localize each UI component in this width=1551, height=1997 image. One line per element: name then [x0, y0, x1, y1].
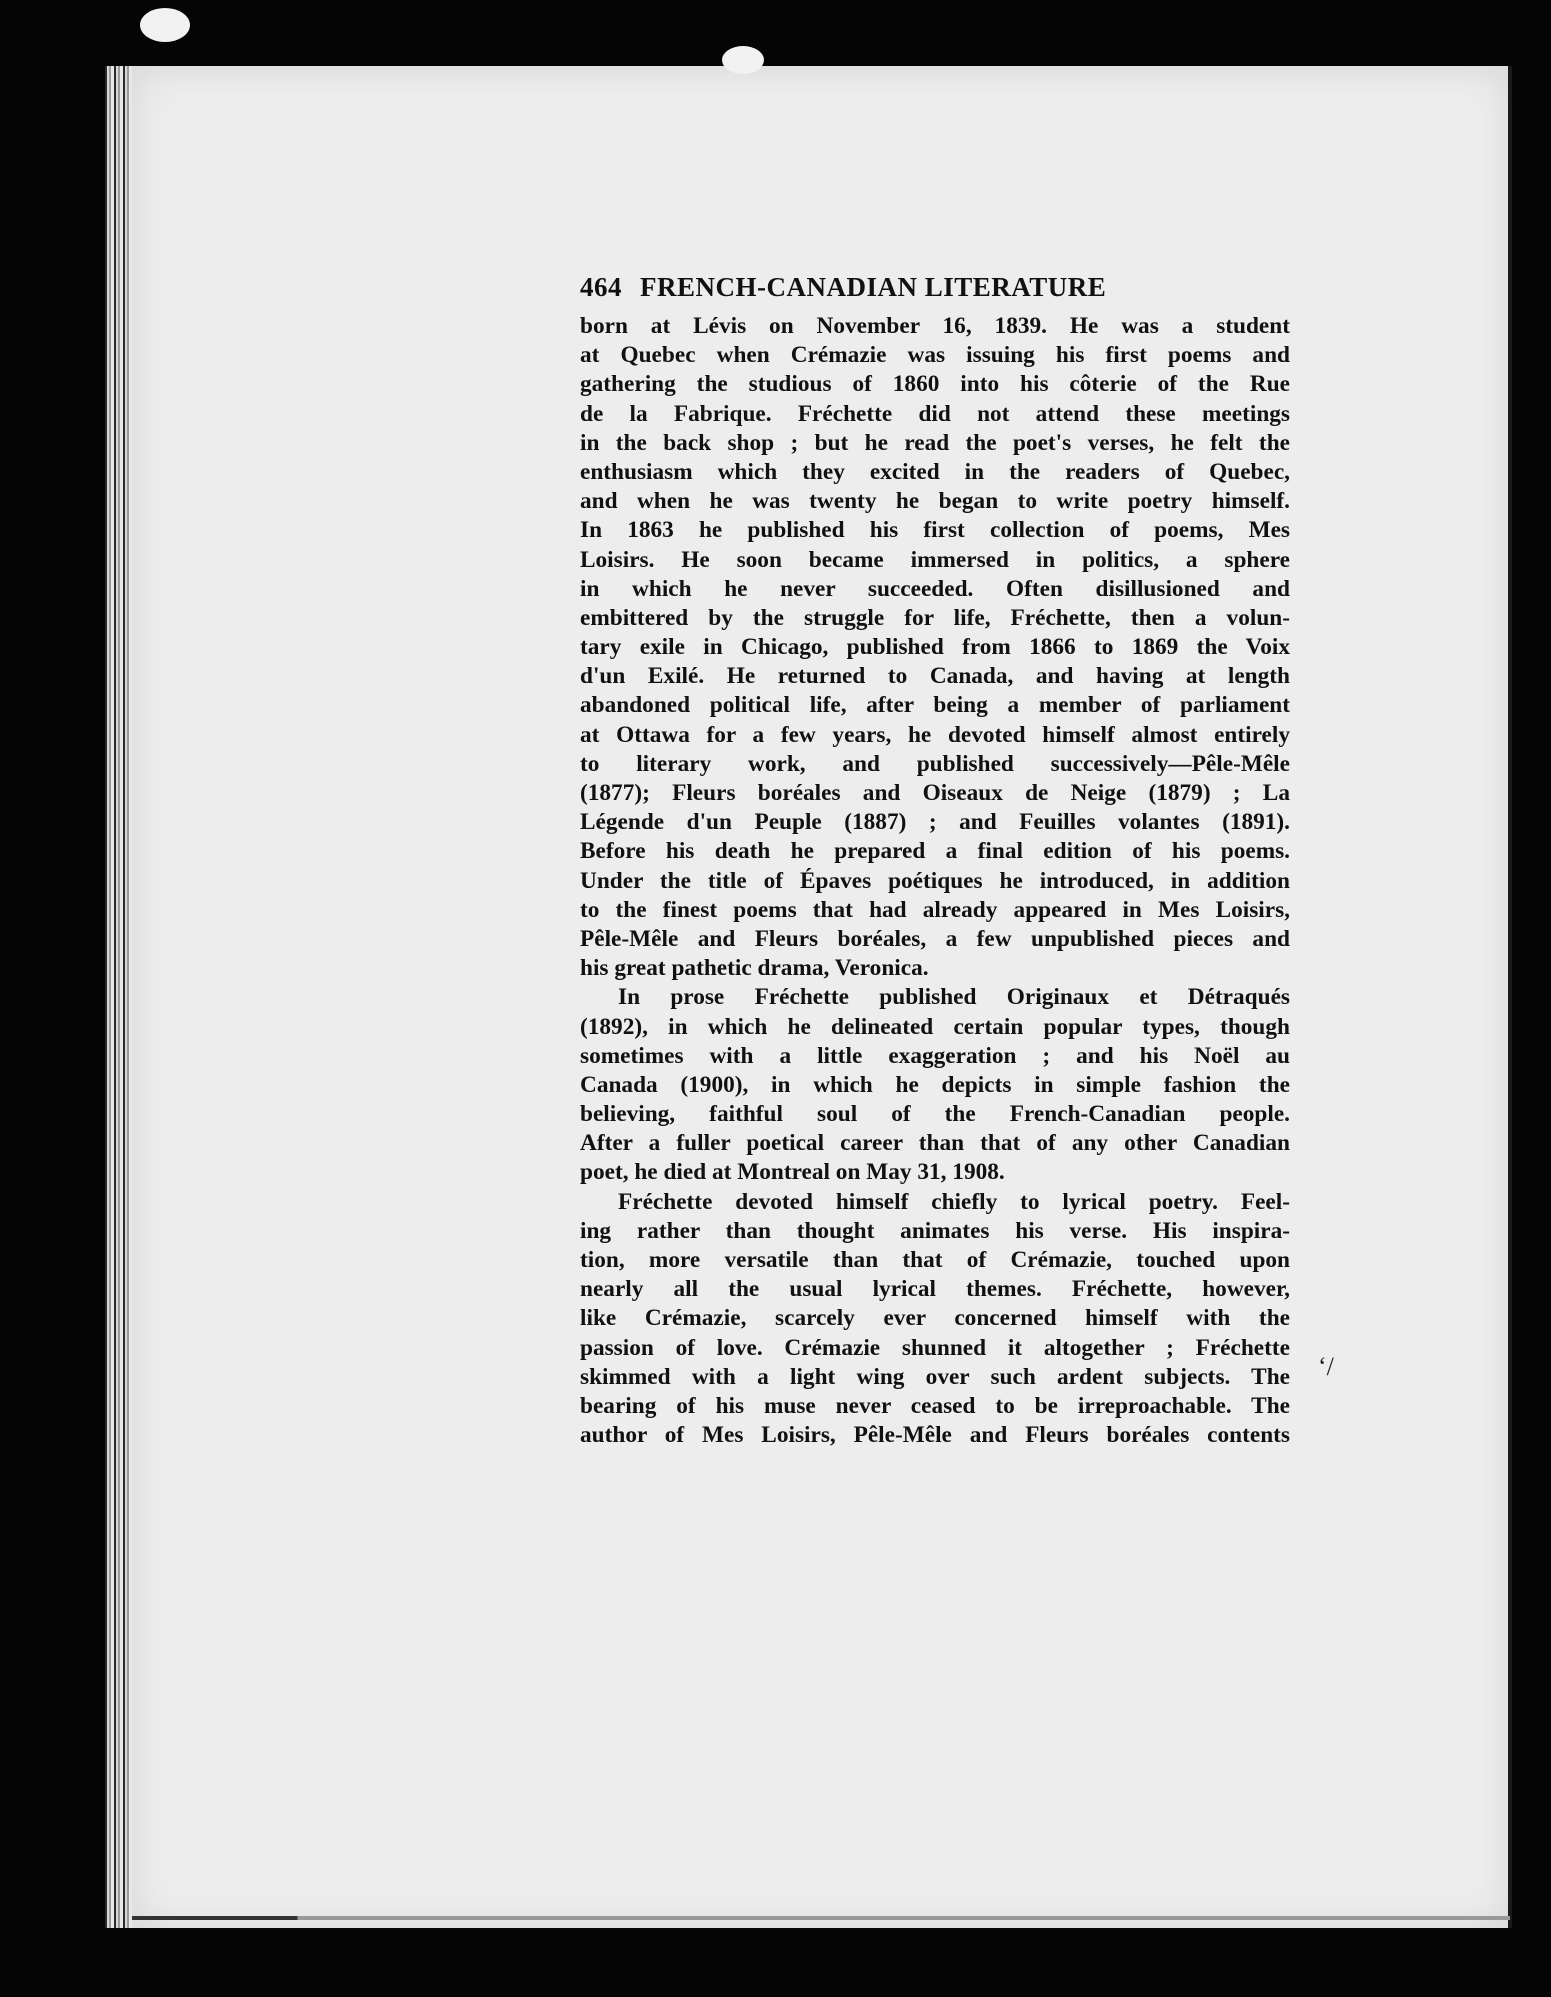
text-line: de la Fabrique. Fréchette did not attend these meetings	[580, 400, 1290, 427]
margin-mark: ‘/	[1318, 1352, 1334, 1381]
text-line: to literary work, and published successively—Pêle-Mêle	[580, 750, 1290, 777]
text-line: In 1863 he published his first collection of poems, Mes	[580, 517, 1290, 544]
text-line: In prose Fréchette published Originaux et Détraqués	[618, 984, 1290, 1011]
text-line: tary exile in Chicago, published from 1866 to 1869 the Voix	[580, 634, 1290, 661]
text-line: at Quebec when Crémazie was issuing his first poems and	[580, 342, 1290, 369]
text-line: to the finest poems that had already appeared in Mes Loisirs,	[580, 896, 1290, 923]
text-line: d'un Exilé. He returned to Canada, and having at length	[580, 663, 1290, 690]
page-content	[580, 272, 1290, 1450]
page-number: 464	[580, 272, 622, 302]
text-line: embittered by the struggle for life, Fréchette, then a volun-	[580, 604, 1290, 631]
text-line: born at Lévis on November 16, 1839. He was a student	[580, 313, 1290, 339]
text-line: believing, faithful soul of the French-Canadian people.	[580, 1101, 1290, 1128]
text-line: Légende d'un Peuple (1887) ; and Feuilles volantes (1891).	[580, 809, 1290, 836]
text-line: (1877); Fleurs boréales and Oiseaux de Neige (1879) ; La	[580, 780, 1290, 806]
text-line: Under the title of Épaves poétiques he introduced, in addition	[580, 867, 1290, 894]
text-line: After a fuller poetical career than that of any other Canadian	[580, 1130, 1290, 1157]
text-line: Loisirs. He soon became immersed in politics, a sphere	[580, 546, 1290, 573]
scan-speck	[140, 8, 190, 42]
text-line: Fréchette devoted himself chiefly to lyrical poetry. Feel-	[618, 1188, 1290, 1215]
text-line: nearly all the usual lyrical themes. Fréchette, however,	[580, 1276, 1290, 1303]
text-line: tion, more versatile than that of Crémazie, touched upon	[580, 1247, 1290, 1273]
text-line: like Crémazie, scarcely ever concerned himself with the	[580, 1305, 1290, 1332]
text-line: enthusiasm which they excited in the readers of Quebec,	[580, 458, 1290, 485]
page-right-edge	[1508, 66, 1512, 1928]
page-bottom-edge	[132, 1916, 1510, 1920]
text-line: poet, he died at Montreal on May 31, 1908.	[580, 1159, 1005, 1186]
text-line: (1892), in which he delineated certain popular types, though	[580, 1013, 1290, 1040]
text-line: in the back shop ; but he read the poet's verses, he felt the	[580, 429, 1290, 456]
scan-speck	[722, 46, 764, 74]
text-line: author of Mes Loisirs, Pêle-Mêle and Fleurs boréales contents	[580, 1422, 1290, 1449]
text-line: abandoned political life, after being a member of parliament	[580, 692, 1290, 719]
text-line: ing rather than thought animates his verse. His inspira-	[580, 1217, 1290, 1244]
text-line: in which he never succeeded. Often disillusioned and	[580, 575, 1290, 602]
text-line: sometimes with a little exaggeration ; and his Noël au	[580, 1042, 1290, 1069]
text-line: and when he was twenty he began to write poetry himself.	[580, 488, 1290, 515]
text-line: Canada (1900), in which he depicts in simple fashion the	[580, 1071, 1290, 1098]
text-line: his great pathetic drama, Veronica.	[580, 955, 929, 982]
running-head: FRENCH-CANADIAN LITERATURE	[640, 272, 1107, 302]
text-line: Before his death he prepared a final edition of his poems.	[580, 838, 1290, 865]
text-line: skimmed with a light wing over such ardent subjects. The	[580, 1363, 1290, 1390]
text-line: Pêle-Mêle and Fleurs boréales, a few unpublished pieces and	[580, 925, 1290, 952]
page-header	[580, 272, 1290, 306]
text-line: at Ottawa for a few years, he devoted himself almost entirely	[580, 721, 1290, 748]
text-line: passion of love. Crémazie shunned it altogether ; Fréchette	[580, 1334, 1290, 1361]
body-text	[580, 312, 1290, 1450]
text-line: bearing of his muse never ceased to be irreproachable. The	[580, 1392, 1290, 1419]
text-line: gathering the studious of 1860 into his côterie of the Rue	[580, 371, 1290, 398]
